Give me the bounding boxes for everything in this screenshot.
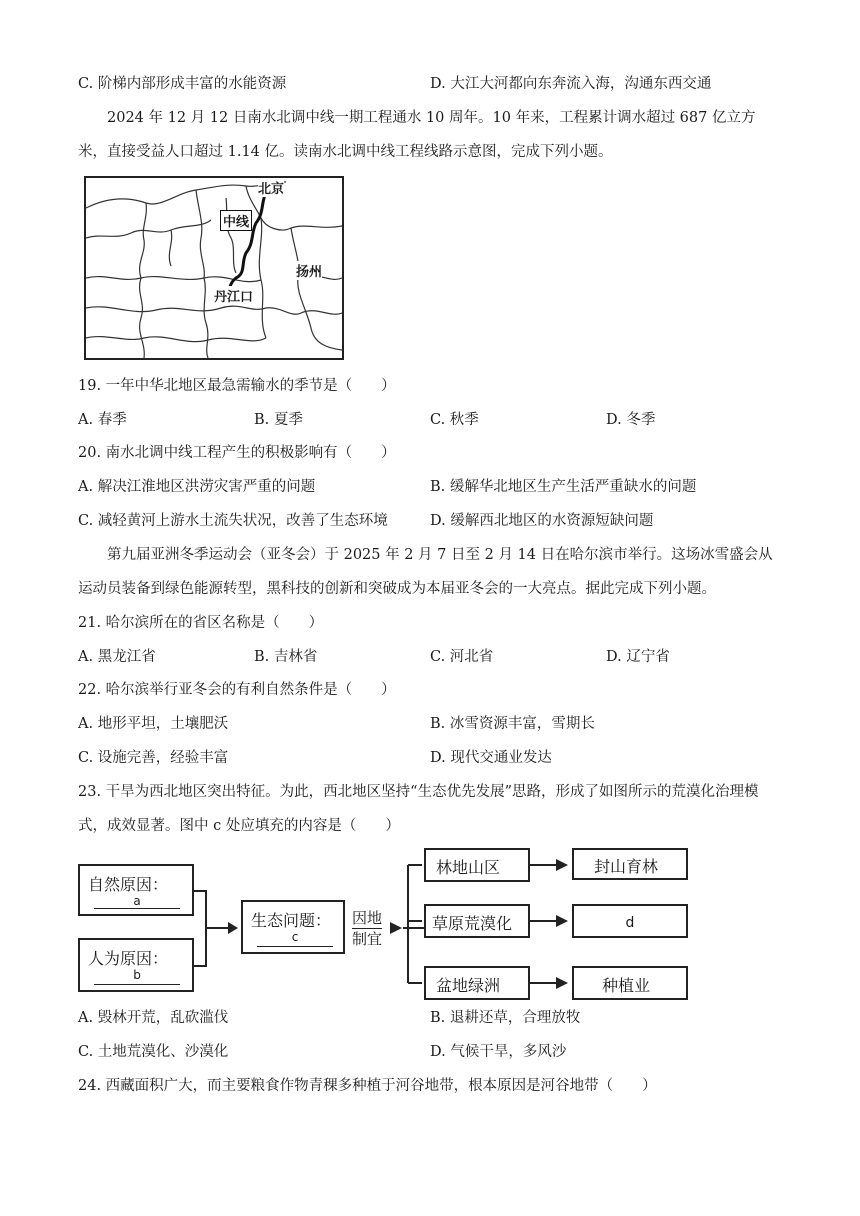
eco-problem-box <box>241 900 345 954</box>
human-cause-label: 人为原因： <box>88 949 169 968</box>
q23-option-a: A. 毁林开荒，乱砍滥伐 <box>78 1010 229 1026</box>
map-label-danjiangkou: 丹江口 <box>214 286 253 305</box>
branch-forest-label: 林地山区 <box>436 858 501 877</box>
q23-option-b: B. 退耕还草，合理放牧 <box>430 1010 581 1026</box>
branch-grassland-box <box>424 904 530 938</box>
map-label-zhongxian: 中线 <box>220 210 252 231</box>
q20-option-d: D. 缓解西北地区的水资源短缺问题 <box>430 513 654 529</box>
measure-grassland-slot: d <box>625 915 635 931</box>
q20-option-a: A. 解决江淮地区洪涝灾害严重的问题 <box>78 479 316 495</box>
q21-option-d: D. 辽宁省 <box>606 649 670 665</box>
q19-option-c: C. 秋季 <box>430 412 479 428</box>
branch-oasis-box <box>424 966 530 1000</box>
desertification-flowchart <box>78 838 718 1008</box>
natural-cause-slot: a <box>133 894 141 908</box>
q23-option-c: C. 土地荒漠化、沙漠化 <box>78 1044 229 1060</box>
q20-option-b: B. 缓解华北地区生产生活严重缺水的问题 <box>430 479 697 495</box>
measure-forest-box <box>572 848 688 880</box>
measure-oasis-box <box>572 966 688 1000</box>
q24-stem: 24. 西藏面积广大，而主要粮食作物青稞多种植于河谷地带，根本原因是河谷地带（ ） <box>78 1078 657 1094</box>
map-label-yangzhou: 扬州 <box>296 261 322 280</box>
q20-stem: 20. 南水北调中线工程产生的积极影响有（ ） <box>78 445 396 461</box>
q22-option-b: B. 冰雪资源丰富，雪期长 <box>430 716 595 732</box>
natural-cause-blank <box>94 908 180 909</box>
measure-grassland-box <box>572 904 688 938</box>
q21-option-a: A. 黑龙江省 <box>78 649 156 665</box>
natural-cause-box <box>78 864 194 916</box>
measure-forest-label: 封山育林 <box>594 857 659 876</box>
human-cause-blank <box>94 984 180 985</box>
branch-forest-box <box>424 848 530 882</box>
adapt-line1: 因地 <box>352 909 383 927</box>
human-cause-box <box>78 938 194 992</box>
q21-option-b: B. 吉林省 <box>254 649 318 665</box>
q23-option-d: D. 气候干旱，多风沙 <box>430 1044 567 1060</box>
q19-stem: 19. 一年中华北地区最急需输水的季节是（ ） <box>78 378 396 394</box>
q22-option-c: C. 设施完善，经验丰富 <box>78 750 229 766</box>
q22-stem: 22. 哈尔滨举行亚冬会的有利自然条件是（ ） <box>78 682 396 698</box>
water-diversion-map <box>84 176 344 360</box>
human-cause-slot: b <box>133 968 141 982</box>
map-label-beijing: 北京 <box>258 178 284 197</box>
option-d: D. 大江大河都向东奔流入海，沟通东西交通 <box>430 76 712 92</box>
eco-problem-slot: c <box>291 930 299 944</box>
q21-stem: 21. 哈尔滨所在的省区名称是（ ） <box>78 615 324 631</box>
eco-problem-label: 生态问题： <box>251 911 332 930</box>
q23-stem: 23. 干旱为西北地区突出特征。为此，西北地区坚持“生态优先发展”思路，形成了如图所示的荒漠化治理模式，成效显著。图中 c 处应填充的内容是（ ） <box>78 784 759 834</box>
eco-problem-blank <box>257 946 333 947</box>
adapt-label <box>352 908 382 949</box>
q21-option-c: C. 河北省 <box>430 649 494 665</box>
q22-option-d: D. 现代交通业发达 <box>430 750 552 766</box>
q20-option-c: C. 减轻黄河上游水土流失状况，改善了生态环境 <box>78 513 388 529</box>
passage-south-north-water: 2024 年 12 月 12 日南水北调中线一期工程通水 10 周年。10 年来，工程累计调水超过 687 亿立方米，直接受益人口超过 1.14 亿。读南水北调中线工程线路示意图，完成下列小题。 <box>78 110 756 160</box>
q19-option-d: D. 冬季 <box>606 412 656 428</box>
branch-grassland-label: 草原荒漠化 <box>432 914 513 933</box>
natural-cause-label: 自然原因： <box>88 875 169 894</box>
q22-option-a: A. 地形平坦，土壤肥沃 <box>78 716 229 732</box>
option-c: C. 阶梯内部形成丰富的水能资源 <box>78 76 287 92</box>
measure-oasis-label: 种植业 <box>602 976 651 995</box>
branch-oasis-label: 盆地绿洲 <box>436 976 501 995</box>
passage-asian-winter-games: 第九届亚洲冬季运动会（亚冬会）于 2025 年 2 月 7 日至 2 月 14 日在哈尔滨市举行。这场冰雪盛会从运动员装备到绿色能源转型，黑科技的创新和突破成为本届亚冬会的一大亮点。据此完成下列小题。 <box>78 547 773 597</box>
q19-option-a: A. 春季 <box>78 412 127 428</box>
q19-option-b: B. 夏季 <box>254 412 303 428</box>
adapt-line2: 制宜 <box>352 930 383 948</box>
